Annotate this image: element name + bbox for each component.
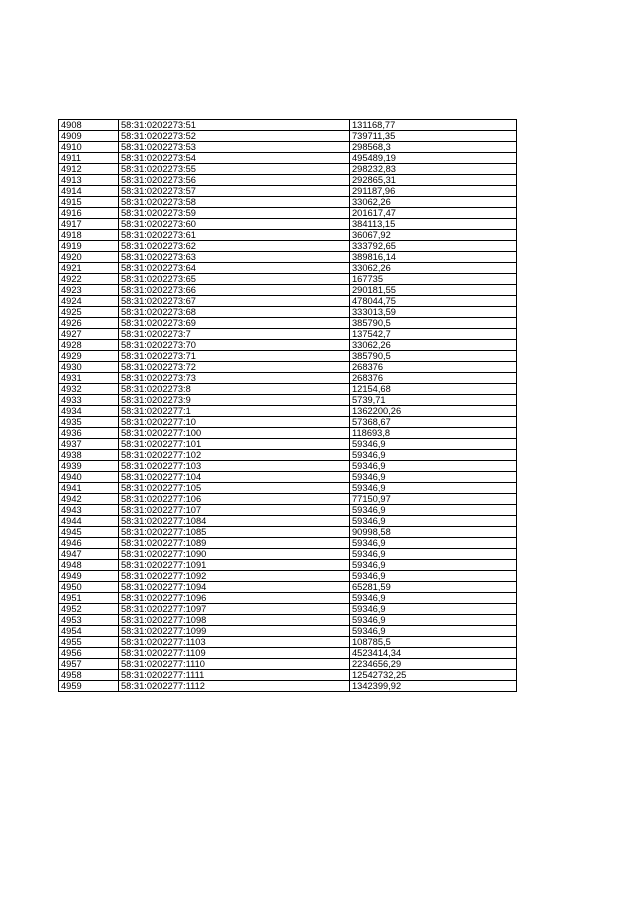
value-cell: 2234656,29: [350, 659, 517, 670]
value-cell: 167735: [350, 274, 517, 285]
value-cell: 495489,19: [350, 153, 517, 164]
cadastral-number-cell: 58:31:0202277:102: [119, 450, 350, 461]
value-cell: 59346,9: [350, 483, 517, 494]
row-number-cell: 4918: [59, 230, 119, 241]
table-row: [59, 670, 517, 681]
row-number-cell: 4908: [59, 120, 119, 131]
row-number-cell: 4947: [59, 549, 119, 560]
row-number-cell: 4916: [59, 208, 119, 219]
cadastral-number-cell: 58:31:0202273:60: [119, 219, 350, 230]
value-cell: 739711,35: [350, 131, 517, 142]
cadastral-number-cell: 58:31:0202273:71: [119, 351, 350, 362]
value-cell: 478044,75: [350, 296, 517, 307]
value-cell: 137542,7: [350, 329, 517, 340]
cadastral-number-cell: 58:31:0202277:1085: [119, 527, 350, 538]
cadastral-number-cell: 58:31:0202277:1097: [119, 604, 350, 615]
value-cell: 59346,9: [350, 571, 517, 582]
value-cell: 118693,8: [350, 428, 517, 439]
cadastral-number-cell: 58:31:0202273:62: [119, 241, 350, 252]
cadastral-number-cell: 58:31:0202273:59: [119, 208, 350, 219]
cadastral-number-cell: 58:31:0202273:73: [119, 373, 350, 384]
cadastral-number-cell: 58:31:0202277:100: [119, 428, 350, 439]
row-number-cell: 4911: [59, 153, 119, 164]
table-row: [59, 362, 517, 373]
value-cell: 59346,9: [350, 549, 517, 560]
cadastral-number-cell: 58:31:0202277:1098: [119, 615, 350, 626]
row-number-cell: 4919: [59, 241, 119, 252]
table-row: [59, 516, 517, 527]
cadastral-number-cell: 58:31:0202273:51: [119, 120, 350, 131]
row-number-cell: 4948: [59, 560, 119, 571]
row-number-cell: 4959: [59, 681, 119, 692]
value-cell: 268376: [350, 362, 517, 373]
cadastral-number-cell: 58:31:0202277:101: [119, 439, 350, 450]
cadastral-number-cell: 58:31:0202273:69: [119, 318, 350, 329]
value-cell: 59346,9: [350, 472, 517, 483]
table-row: [59, 252, 517, 263]
row-number-cell: 4932: [59, 384, 119, 395]
value-cell: 59346,9: [350, 461, 517, 472]
cadastral-number-cell: 58:31:0202273:61: [119, 230, 350, 241]
value-cell: 1342399,92: [350, 681, 517, 692]
table-row: [59, 164, 517, 175]
row-number-cell: 4950: [59, 582, 119, 593]
cadastral-number-cell: 58:31:0202273:68: [119, 307, 350, 318]
cadastral-number-cell: 58:31:0202273:8: [119, 384, 350, 395]
table-row: [59, 197, 517, 208]
value-cell: 57368,67: [350, 417, 517, 428]
table-row: [59, 483, 517, 494]
table-row: [59, 428, 517, 439]
value-cell: 291187,96: [350, 186, 517, 197]
row-number-cell: 4949: [59, 571, 119, 582]
table-row: [59, 285, 517, 296]
cadastral-number-cell: 58:31:0202277:1110: [119, 659, 350, 670]
row-number-cell: 4956: [59, 648, 119, 659]
table-row: [59, 560, 517, 571]
table-row: [59, 263, 517, 274]
cadastral-number-cell: 58:31:0202277:104: [119, 472, 350, 483]
table-row: [59, 120, 517, 131]
value-cell: 59346,9: [350, 615, 517, 626]
row-number-cell: 4921: [59, 263, 119, 274]
cadastral-number-cell: 58:31:0202273:63: [119, 252, 350, 263]
value-cell: 59346,9: [350, 593, 517, 604]
table-row: [59, 571, 517, 582]
row-number-cell: 4954: [59, 626, 119, 637]
value-cell: 108785,5: [350, 637, 517, 648]
row-number-cell: 4915: [59, 197, 119, 208]
value-cell: 4523414,34: [350, 648, 517, 659]
table-row: [59, 175, 517, 186]
table-row: [59, 274, 517, 285]
row-number-cell: 4955: [59, 637, 119, 648]
cadastral-number-cell: 58:31:0202273:56: [119, 175, 350, 186]
cadastral-number-cell: 58:31:0202273:58: [119, 197, 350, 208]
cadastral-number-cell: 58:31:0202277:105: [119, 483, 350, 494]
row-number-cell: 4945: [59, 527, 119, 538]
value-cell: 1362200,26: [350, 406, 517, 417]
row-number-cell: 4937: [59, 439, 119, 450]
cadastral-number-cell: 58:31:0202277:1096: [119, 593, 350, 604]
table-row: [59, 351, 517, 362]
value-cell: 36067,92: [350, 230, 517, 241]
value-cell: 5739,71: [350, 395, 517, 406]
value-cell: 33062,26: [350, 263, 517, 274]
cadastral-number-cell: 58:31:0202277:103: [119, 461, 350, 472]
row-number-cell: 4940: [59, 472, 119, 483]
table-row: [59, 395, 517, 406]
value-cell: 268376: [350, 373, 517, 384]
value-cell: 90998,58: [350, 527, 517, 538]
row-number-cell: 4930: [59, 362, 119, 373]
row-number-cell: 4942: [59, 494, 119, 505]
value-cell: 298568,3: [350, 142, 517, 153]
row-number-cell: 4914: [59, 186, 119, 197]
table-row: [59, 241, 517, 252]
cadastral-number-cell: 58:31:0202273:53: [119, 142, 350, 153]
row-number-cell: 4957: [59, 659, 119, 670]
value-cell: 201617,47: [350, 208, 517, 219]
cadastral-number-cell: 58:31:0202277:1090: [119, 549, 350, 560]
cadastral-number-cell: 58:31:0202277:106: [119, 494, 350, 505]
value-cell: 12542732,25: [350, 670, 517, 681]
table-row: [59, 659, 517, 670]
table-row: [59, 340, 517, 351]
value-cell: 59346,9: [350, 439, 517, 450]
row-number-cell: 4929: [59, 351, 119, 362]
row-number-cell: 4925: [59, 307, 119, 318]
table-row: [59, 461, 517, 472]
table-row: [59, 549, 517, 560]
cadastral-number-cell: 58:31:0202277:1091: [119, 560, 350, 571]
row-number-cell: 4933: [59, 395, 119, 406]
cadastral-number-cell: 58:31:0202273:64: [119, 263, 350, 274]
cadastral-value-table: [58, 119, 517, 692]
table-body: [59, 120, 517, 692]
table-row: [59, 230, 517, 241]
row-number-cell: 4931: [59, 373, 119, 384]
row-number-cell: 4958: [59, 670, 119, 681]
row-number-cell: 4936: [59, 428, 119, 439]
row-number-cell: 4938: [59, 450, 119, 461]
row-number-cell: 4924: [59, 296, 119, 307]
row-number-cell: 4909: [59, 131, 119, 142]
table-row: [59, 417, 517, 428]
table-row: [59, 406, 517, 417]
value-cell: 77150,97: [350, 494, 517, 505]
value-cell: 59346,9: [350, 505, 517, 516]
value-cell: 298232,83: [350, 164, 517, 175]
row-number-cell: 4927: [59, 329, 119, 340]
cadastral-number-cell: 58:31:0202277:107: [119, 505, 350, 516]
row-number-cell: 4951: [59, 593, 119, 604]
value-cell: 292865,31: [350, 175, 517, 186]
table-row: [59, 450, 517, 461]
table-row: [59, 494, 517, 505]
value-cell: 333792,65: [350, 241, 517, 252]
table-row: [59, 615, 517, 626]
cadastral-number-cell: 58:31:0202277:1112: [119, 681, 350, 692]
value-cell: 12154,68: [350, 384, 517, 395]
value-cell: 290181,55: [350, 285, 517, 296]
row-number-cell: 4952: [59, 604, 119, 615]
table-row: [59, 681, 517, 692]
row-number-cell: 4912: [59, 164, 119, 175]
cadastral-number-cell: 58:31:0202277:1092: [119, 571, 350, 582]
table-row: [59, 593, 517, 604]
cadastral-number-cell: 58:31:0202277:1111: [119, 670, 350, 681]
value-cell: 385790,5: [350, 351, 517, 362]
value-cell: 59346,9: [350, 538, 517, 549]
row-number-cell: 4944: [59, 516, 119, 527]
value-cell: 59346,9: [350, 560, 517, 571]
cadastral-number-cell: 58:31:0202277:1084: [119, 516, 350, 527]
table-row: [59, 527, 517, 538]
table-row: [59, 153, 517, 164]
row-number-cell: 4922: [59, 274, 119, 285]
table-row: [59, 439, 517, 450]
row-number-cell: 4953: [59, 615, 119, 626]
table-row: [59, 296, 517, 307]
cadastral-number-cell: 58:31:0202277:1099: [119, 626, 350, 637]
table-row: [59, 538, 517, 549]
row-number-cell: 4935: [59, 417, 119, 428]
cadastral-number-cell: 58:31:0202273:54: [119, 153, 350, 164]
row-number-cell: 4941: [59, 483, 119, 494]
value-cell: 59346,9: [350, 626, 517, 637]
table-row: [59, 208, 517, 219]
cadastral-number-cell: 58:31:0202273:65: [119, 274, 350, 285]
table-row: [59, 318, 517, 329]
cadastral-number-cell: 58:31:0202277:1094: [119, 582, 350, 593]
cadastral-number-cell: 58:31:0202273:66: [119, 285, 350, 296]
table-row: [59, 637, 517, 648]
row-number-cell: 4920: [59, 252, 119, 263]
table-row: [59, 219, 517, 230]
value-cell: 385790,5: [350, 318, 517, 329]
table-row: [59, 384, 517, 395]
value-cell: 59346,9: [350, 516, 517, 527]
table-row: [59, 307, 517, 318]
row-number-cell: 4946: [59, 538, 119, 549]
cadastral-number-cell: 58:31:0202273:7: [119, 329, 350, 340]
cadastral-number-cell: 58:31:0202273:70: [119, 340, 350, 351]
row-number-cell: 4943: [59, 505, 119, 516]
table-row: [59, 626, 517, 637]
row-number-cell: 4926: [59, 318, 119, 329]
cadastral-number-cell: 58:31:0202277:10: [119, 417, 350, 428]
table-row: [59, 505, 517, 516]
cadastral-number-cell: 58:31:0202277:1: [119, 406, 350, 417]
cadastral-number-cell: 58:31:0202273:9: [119, 395, 350, 406]
value-cell: 333013,59: [350, 307, 517, 318]
table-row: [59, 131, 517, 142]
table-row: [59, 604, 517, 615]
cadastral-number-cell: 58:31:0202277:1109: [119, 648, 350, 659]
row-number-cell: 4928: [59, 340, 119, 351]
table-row: [59, 142, 517, 153]
value-cell: 33062,26: [350, 197, 517, 208]
row-number-cell: 4939: [59, 461, 119, 472]
value-cell: 33062,26: [350, 340, 517, 351]
row-number-cell: 4917: [59, 219, 119, 230]
value-cell: 384113,15: [350, 219, 517, 230]
cadastral-number-cell: 58:31:0202277:1089: [119, 538, 350, 549]
cadastral-number-cell: 58:31:0202273:67: [119, 296, 350, 307]
value-cell: 65281,59: [350, 582, 517, 593]
table-row: [59, 472, 517, 483]
cadastral-number-cell: 58:31:0202273:55: [119, 164, 350, 175]
row-number-cell: 4913: [59, 175, 119, 186]
value-cell: 131168,77: [350, 120, 517, 131]
row-number-cell: 4934: [59, 406, 119, 417]
value-cell: 59346,9: [350, 450, 517, 461]
cadastral-number-cell: 58:31:0202273:57: [119, 186, 350, 197]
table-row: [59, 186, 517, 197]
cadastral-number-cell: 58:31:0202273:72: [119, 362, 350, 373]
row-number-cell: 4923: [59, 285, 119, 296]
value-cell: 389816,14: [350, 252, 517, 263]
table-row: [59, 648, 517, 659]
cadastral-number-cell: 58:31:0202277:1103: [119, 637, 350, 648]
table-row: [59, 329, 517, 340]
table-row: [59, 582, 517, 593]
table-row: [59, 373, 517, 384]
value-cell: 59346,9: [350, 604, 517, 615]
cadastral-number-cell: 58:31:0202273:52: [119, 131, 350, 142]
row-number-cell: 4910: [59, 142, 119, 153]
